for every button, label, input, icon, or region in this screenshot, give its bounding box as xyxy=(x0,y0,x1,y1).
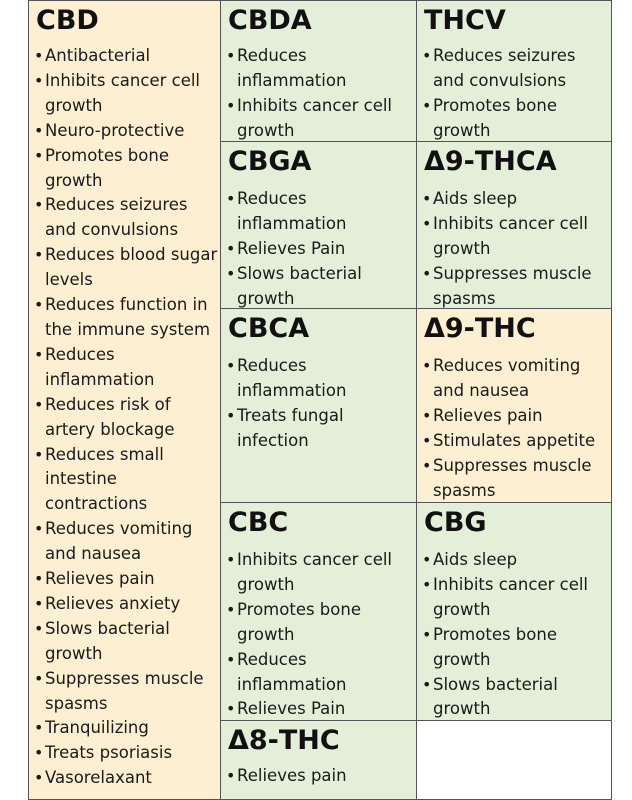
benefit-list xyxy=(226,354,414,454)
benefit-item: • Relieves pain xyxy=(422,404,608,429)
cell-title: Δ8-THC xyxy=(228,725,340,756)
benefit-item: • Relieves Pain xyxy=(226,697,414,722)
benefit-item: • Relieves anxiety xyxy=(34,592,217,617)
benefit-item: • Relieves Pain xyxy=(226,237,414,262)
cell-thcv xyxy=(416,0,612,143)
benefit-item: • Inhibits cancer cell growth xyxy=(422,212,608,262)
cell-title: CBG xyxy=(424,507,487,538)
benefit-item: • Suppresses muscle spasms xyxy=(422,454,608,504)
benefit-list xyxy=(422,354,608,503)
benefit-item: • Reduces small intestine contractions xyxy=(34,443,217,518)
benefit-item: • Relieves pain xyxy=(226,764,414,789)
benefit-item: • Suppresses muscle spasms xyxy=(34,667,217,717)
benefit-list xyxy=(422,187,608,310)
benefit-item: • Reduces blood sugar levels xyxy=(34,243,217,293)
benefit-item: • Treats fungal infection xyxy=(226,404,414,454)
benefit-item: • Inhibits cancer cell growth xyxy=(226,548,414,598)
benefit-item: • Neuro-protective xyxy=(34,119,217,144)
benefit-item: • Promotes bone growth xyxy=(34,144,217,194)
benefit-item: • Reduces inflammation xyxy=(226,354,414,404)
cell-title: CBDA xyxy=(228,5,312,36)
cell-title: Δ9-THCA xyxy=(424,146,557,177)
benefit-item: • Inhibits cancer cell growth xyxy=(34,69,217,119)
benefit-list xyxy=(422,44,608,143)
benefit-item: • Tranquilizing xyxy=(34,716,217,741)
benefit-list xyxy=(226,187,414,310)
cell-title: Δ9-THC xyxy=(424,313,536,344)
benefit-list xyxy=(34,44,217,791)
cell-d8-thc xyxy=(220,720,418,800)
cell-d9-thca xyxy=(416,141,612,310)
benefit-item: • Reduces risk of artery blockage xyxy=(34,393,217,443)
cell-cbga xyxy=(220,141,418,310)
cell-cbg xyxy=(416,502,612,722)
cell-cbda xyxy=(220,0,418,143)
benefit-item: • Reduces inflammation xyxy=(226,187,414,237)
benefit-item: • Reduces vomiting and nausea xyxy=(34,517,217,567)
benefit-list xyxy=(226,44,414,143)
benefit-item: • Reduces seizures and convulsions xyxy=(422,44,608,94)
benefit-item: • Promotes bone growth xyxy=(226,598,414,648)
benefit-item: • Aids sleep xyxy=(422,187,608,212)
benefit-item: • Treats psoriasis xyxy=(34,741,217,766)
cell-cbc xyxy=(220,502,418,722)
benefit-item: • Aids sleep xyxy=(422,548,608,573)
benefit-item: • Suppresses muscle spasms xyxy=(422,262,608,310)
benefit-list xyxy=(422,548,608,722)
benefit-item: • Reduces inflammation xyxy=(226,44,414,94)
benefit-item: • Promotes bone growth xyxy=(422,623,608,673)
cell-cbd xyxy=(28,0,221,800)
cell-title: THCV xyxy=(424,5,506,36)
benefit-item: • Promotes bone growth xyxy=(422,94,608,143)
benefit-item: • Slows bacterial growth xyxy=(226,262,414,310)
cell-title: CBCA xyxy=(228,313,310,344)
benefit-item: • Inhibits cancer cell growth xyxy=(226,94,414,143)
benefit-item: • Antibacterial xyxy=(34,44,217,69)
cell-cbca xyxy=(220,308,418,504)
benefit-list xyxy=(226,764,414,789)
benefit-item: • Relieves pain xyxy=(34,567,217,592)
benefit-item: • Slows bacterial growth xyxy=(422,673,608,722)
benefit-item: • Vasorelaxant xyxy=(34,766,217,791)
cell-empty xyxy=(416,720,612,800)
benefit-item: • Slows bacterial growth xyxy=(34,617,217,667)
benefit-item: • Reduces inflammation xyxy=(226,648,414,698)
cell-title: CBC xyxy=(228,507,289,538)
benefit-item: • Reduces vomiting and nausea xyxy=(422,354,608,404)
cell-title: CBD xyxy=(36,5,99,36)
benefit-list xyxy=(226,548,414,722)
benefit-item: • Stimulates appetite xyxy=(422,429,608,454)
cell-d9-thc xyxy=(416,308,612,504)
benefit-item: • Reduces seizures and convulsions xyxy=(34,193,217,243)
benefit-item: • Reduces function in the immune system xyxy=(34,293,217,343)
benefit-item: • Reduces inflammation xyxy=(34,343,217,393)
benefit-item: • Inhibits cancer cell growth xyxy=(422,573,608,623)
cell-title: CBGA xyxy=(228,146,312,177)
